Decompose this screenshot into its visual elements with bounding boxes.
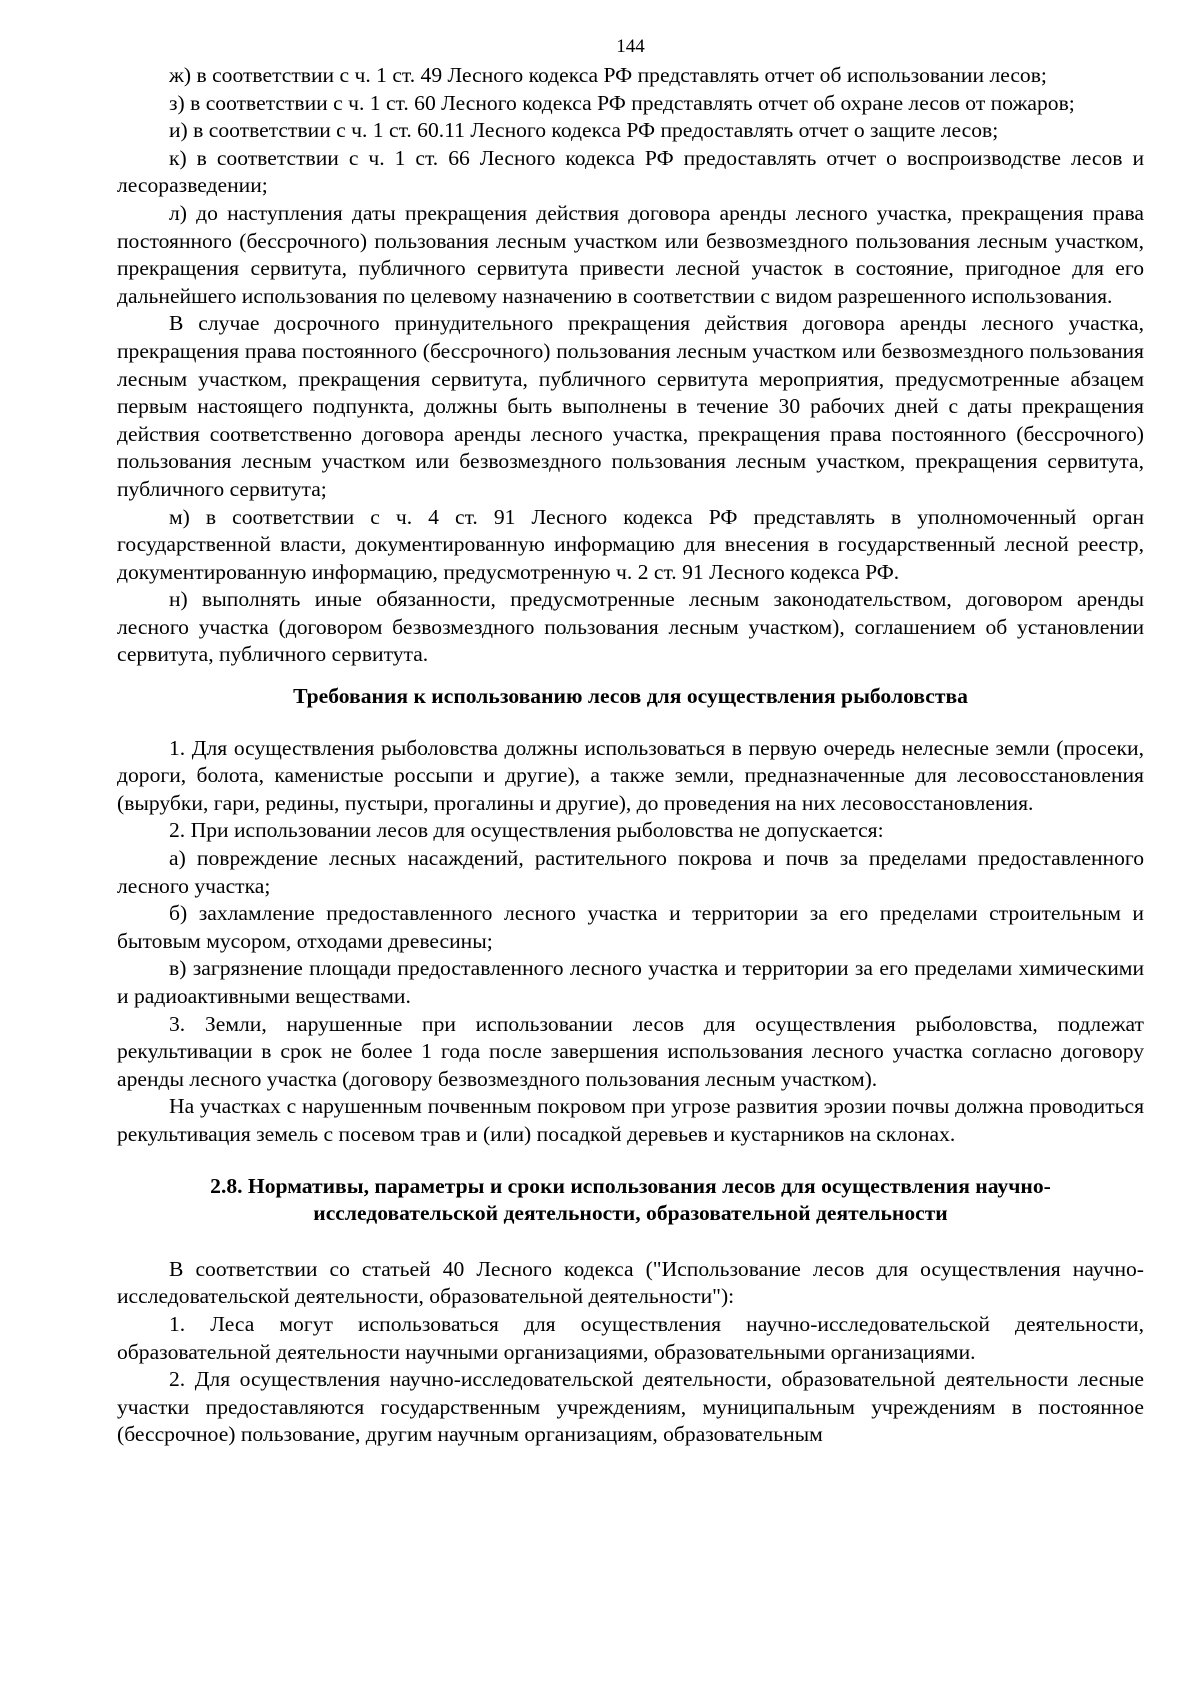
paragraph-obligation-zh: ж) в соответствии с ч. 1 ст. 49 Лесного кодекса РФ представлять отчет об использовании лесов;	[169, 63, 1047, 87]
section-heading-2-8-line2: исследовательской деятельности, образовательной деятельности	[313, 1201, 948, 1226]
paragraph-obligation-i: и) в соответствии с ч. 1 ст. 60.11 Лесного кодекса РФ предоставлять отчет о защите лесов;	[169, 118, 999, 143]
paragraph-2-8-item1: 1. Леса могут использоваться для осуществления научно-исследовательской деятельности, образовательной деятельности научными организациями, образовательными организациями.	[117, 1311, 1144, 1364]
paragraph-fishing-erosion: На участках с нарушенным почвенным покровом при угрозе развития эрозии почвы должна проводиться рекультивация земель с посевом трав и (или) посадкой деревьев и кустарников на склонах.	[117, 1094, 1144, 1146]
document-page	[117, 36, 1144, 1449]
paragraph-obligation-l: л) до наступления даты прекращения действия договора аренды лесного участка, прекращения права постоянного (бессрочного) пользования лесным участком или безвозмездного пользования лесным участком, прекращения сервитута, публичного сервитута привести лесной участок в состояние, пригодное для его дальнейшего использования по целевому назначению в соответствии с видом разрешенного использования.	[117, 200, 1144, 308]
paragraph-fishing-2: 2. При использовании лесов для осуществления рыболовства не допускается:	[169, 818, 884, 843]
section-heading-2-8-line1: 2.8. Нормативы, параметры и сроки использования лесов для осуществления научно-	[210, 1173, 1051, 1198]
paragraph-obligation-k: к) в соответствии с ч. 1 ст. 66 Лесного кодекса РФ предоставлять отчет о воспроизводстве лесов и лесоразведении;	[117, 145, 1144, 198]
paragraph-obligation-m: м) в соответствии с ч. 4 ст. 91 Лесного кодекса РФ представлять в уполномоченный орган государственной власти, документированную информацию для внесения в государственный лесной реестр, документированную информацию, предусмотренную ч. 2 ст. 91 Лесного кодекса РФ.	[117, 504, 1144, 584]
paragraph-2-8-intro: В соответствии со статьей 40 Лесного кодекса ("Использование лесов для осуществления научно-исследовательской деятельности, образовательной деятельности"):	[117, 1256, 1144, 1309]
paragraph-fishing-2v: в) загрязнение площади предоставленного лесного участка и территории за его пределами химическими и радиоактивными веществами.	[117, 956, 1144, 1008]
paragraph-obligation-z: з) в соответствии с ч. 1 ст. 60 Лесного кодекса РФ представлять отчет об охране лесов от пожаров;	[169, 90, 1075, 115]
section-heading-fishing: Требования к использованию лесов для осуществления рыболовства	[293, 684, 968, 709]
paragraph-fishing-2b: б) захламление предоставленного лесного участка и территории за его пределами строительным и бытовым мусором, отходами древесины;	[117, 901, 1144, 953]
paragraph-obligation-n: н) выполнять иные обязанности, предусмотренные лесным законодательством, договором аренды лесного участка (договором безвозмездного пользования лесным участком), соглашением об установлении сервитута, публичного сервитута.	[117, 587, 1144, 667]
paragraph-early-termination: В случае досрочного принудительного прекращения действия договора аренды лесного участка, прекращения права постоянного (бессрочного) пользования лесным участком или безвозмездного пользования лесным участком, прекращения сервитута, публичного сервитута мероприятия, предусмотренные абзацем первым настоящего подпункта, должны быть выполнены в течение 30 рабочих дней с даты прекращения действия соответственно договора аренды лесного участка, прекращения права постоянного (бессрочного) пользования лесным участком или безвозмездного пользования лесным участком, прекращения сервитута, публичного сервитута;	[117, 311, 1144, 501]
paragraph-fishing-1: 1. Для осуществления рыболовства должны использоваться в первую очередь нелесные земли (просеки, дороги, болота, каменистые россыпи и другие), а также земли, предназначенные для лесовосстановления (вырубки, гари, редины, пустыри, прогалины и другие), до проведения на них лесовосстановления.	[117, 735, 1144, 815]
paragraph-fishing-3: 3. Земли, нарушенные при использовании лесов для осуществления рыболовства, подлежат рекультивации в срок не более 1 года после завершения использования лесного участка согласно договору аренды лесного участка (договору безвозмездного пользования лесным участком).	[117, 1011, 1144, 1091]
section-heading-2-8	[117, 1173, 1144, 1228]
paragraph-fishing-2a: а) повреждение лесных насаждений, растительного покрова и почв за пределами предоставленного лесного участка;	[117, 846, 1144, 898]
page-number: 144	[616, 36, 645, 57]
paragraph-2-8-item2: 2. Для осуществления научно-исследовательской деятельности, образовательной деятельности лесные участки предоставляются государственным учреждениям, муниципальным учреждениям в постоянное (бессрочное) пользование, другим научным организациям, образовательным	[117, 1367, 1144, 1447]
